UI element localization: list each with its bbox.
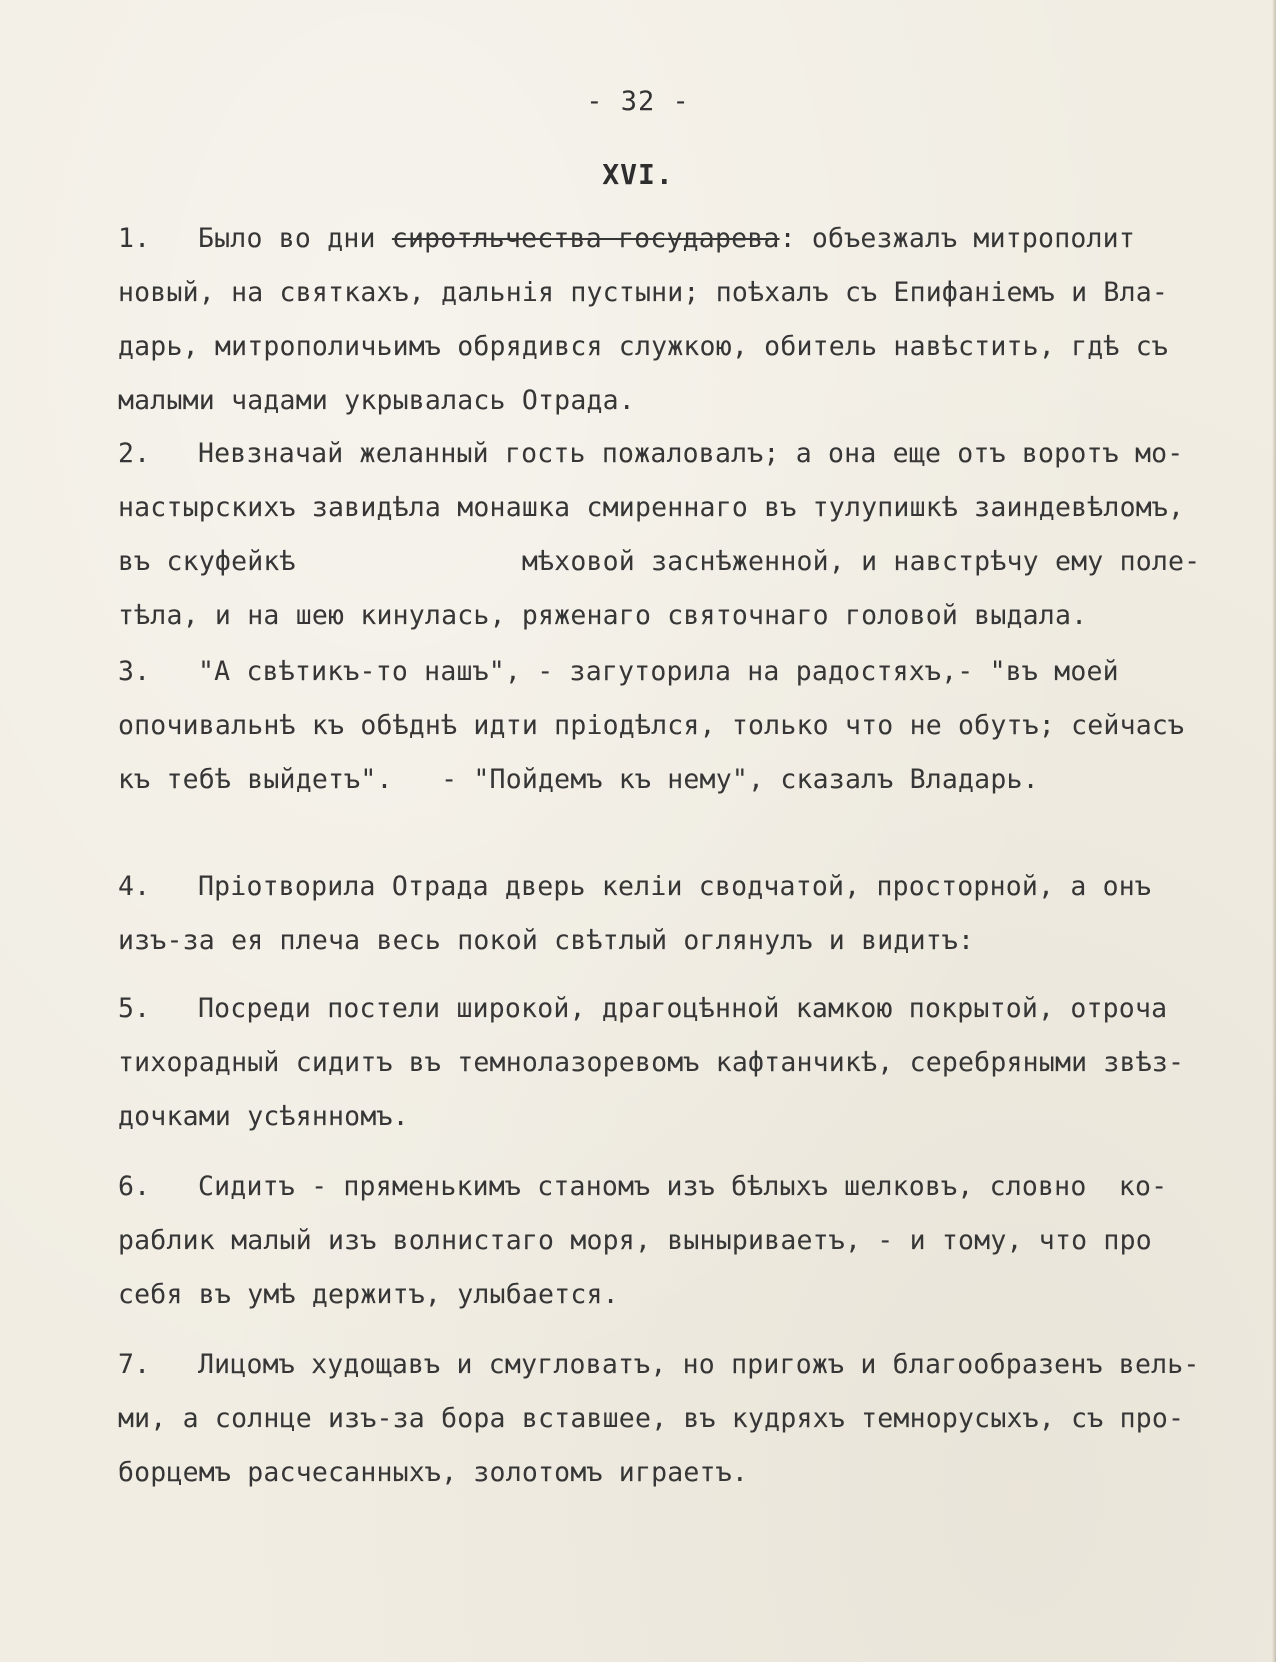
line-text: Лицомъ худощавъ и смугловатъ, но пригожъ и благообразенъ вель- [198,1349,1200,1380]
line-text: "А свѣтикъ-то нашъ", - загуторила на радостяхъ,- "въ моей [198,656,1119,687]
paragraph-line: дочками усѣянномъ. [118,1101,409,1132]
paragraph-line: тихорадный сидитъ въ темнолазоревомъ кафтанчикѣ, серебряными звѣз- [118,1047,1185,1078]
paragraph-5 [118,982,1238,1144]
paragraph-line: себя въ умѣ держитъ, улыбается. [118,1279,619,1310]
page-number: - 32 - [586,86,690,117]
paragraph-line: изъ-за ея плеча весь покой свѣтлый оглянулъ и видитъ: [118,925,975,956]
page-edge [1272,0,1276,1662]
line-text: Невзначай желанный гость пожаловалъ; а она еще отъ воротъ мо- [198,438,1184,469]
chapter-title: XVI. [602,158,674,191]
paragraph-line: борцемъ расчесанныхъ, золотомъ играетъ. [118,1457,749,1488]
paragraph-line: ми, а солнце изъ-за бора вставшее, въ кудряхъ темнорусыхъ, съ про- [118,1403,1185,1434]
line-text: Было во дни [198,223,392,254]
paragraph-1 [118,212,1238,428]
paragraph-line: къ тебѣ выйдетъ". - "Пойдемъ къ нему", сказалъ Владарь. [118,764,1039,795]
paragraph-number: 3. [118,656,151,687]
paragraph-line [118,1160,1238,1214]
paragraph-2 [118,427,1238,643]
paragraph-line [118,212,1238,266]
struck-text: сиротльчества государева [391,223,780,254]
line-text: : объезжалъ митрополит [779,223,1135,254]
paragraph-number: 6. [118,1171,151,1202]
paragraph-line: опочивальнѣ къ обѣднѣ идти пріодѣлся, только что не обутъ; сейчасъ [118,710,1185,741]
paragraph-6 [118,1160,1238,1322]
line-text: Посреди постели широкой, драгоцѣнной камкою покрытой, отроча [198,993,1168,1024]
paragraph-7 [118,1338,1238,1500]
paragraph-4 [118,860,1238,968]
paragraph-line [118,1338,1238,1392]
paragraph-line [118,427,1238,481]
paragraph-line: въ скуфейкѣ мѣховой заснѣженной, и навстрѣчу ему поле- [118,546,1201,577]
line-text: Пріотворила Отрада дверь келіи сводчатой, просторной, а онъ [198,871,1152,902]
paragraph-line: раблик малый изъ волнистаго моря, выныриваетъ, - и тому, что про [118,1225,1152,1256]
paragraph-3 [118,645,1238,807]
paragraph-line: дарь, митрополичьимъ обрядився служкою, обитель навѣстить, гдѣ съ [118,331,1169,362]
paragraph-line [118,645,1238,699]
line-text: Сидитъ - пряменькимъ станомъ изъ бѣлыхъ шелковъ, словно ко- [198,1171,1168,1202]
paragraph-number: 4. [118,871,151,902]
paragraph-line: новый, на святкахъ, дальнія пустыни; поѣхалъ съ Епифаніемъ и Вла- [118,277,1169,308]
paragraph-number: 7. [118,1349,151,1380]
paragraph-line [118,860,1238,914]
paragraph-number: 2. [118,438,151,469]
paragraph-number: 1. [118,223,151,254]
paragraph-number: 5. [118,993,151,1024]
paragraph-line: тѣла, и на шею кинулась, ряженаго святочнаго головой выдала. [118,600,1088,631]
paragraph-line: настырскихъ завидѣла монашка смиреннаго въ тулупишкѣ заиндевѣломъ, [118,492,1185,523]
paragraph-line: малыми чадами укрывалась Отрада. [118,385,635,416]
paragraph-line [118,982,1238,1036]
